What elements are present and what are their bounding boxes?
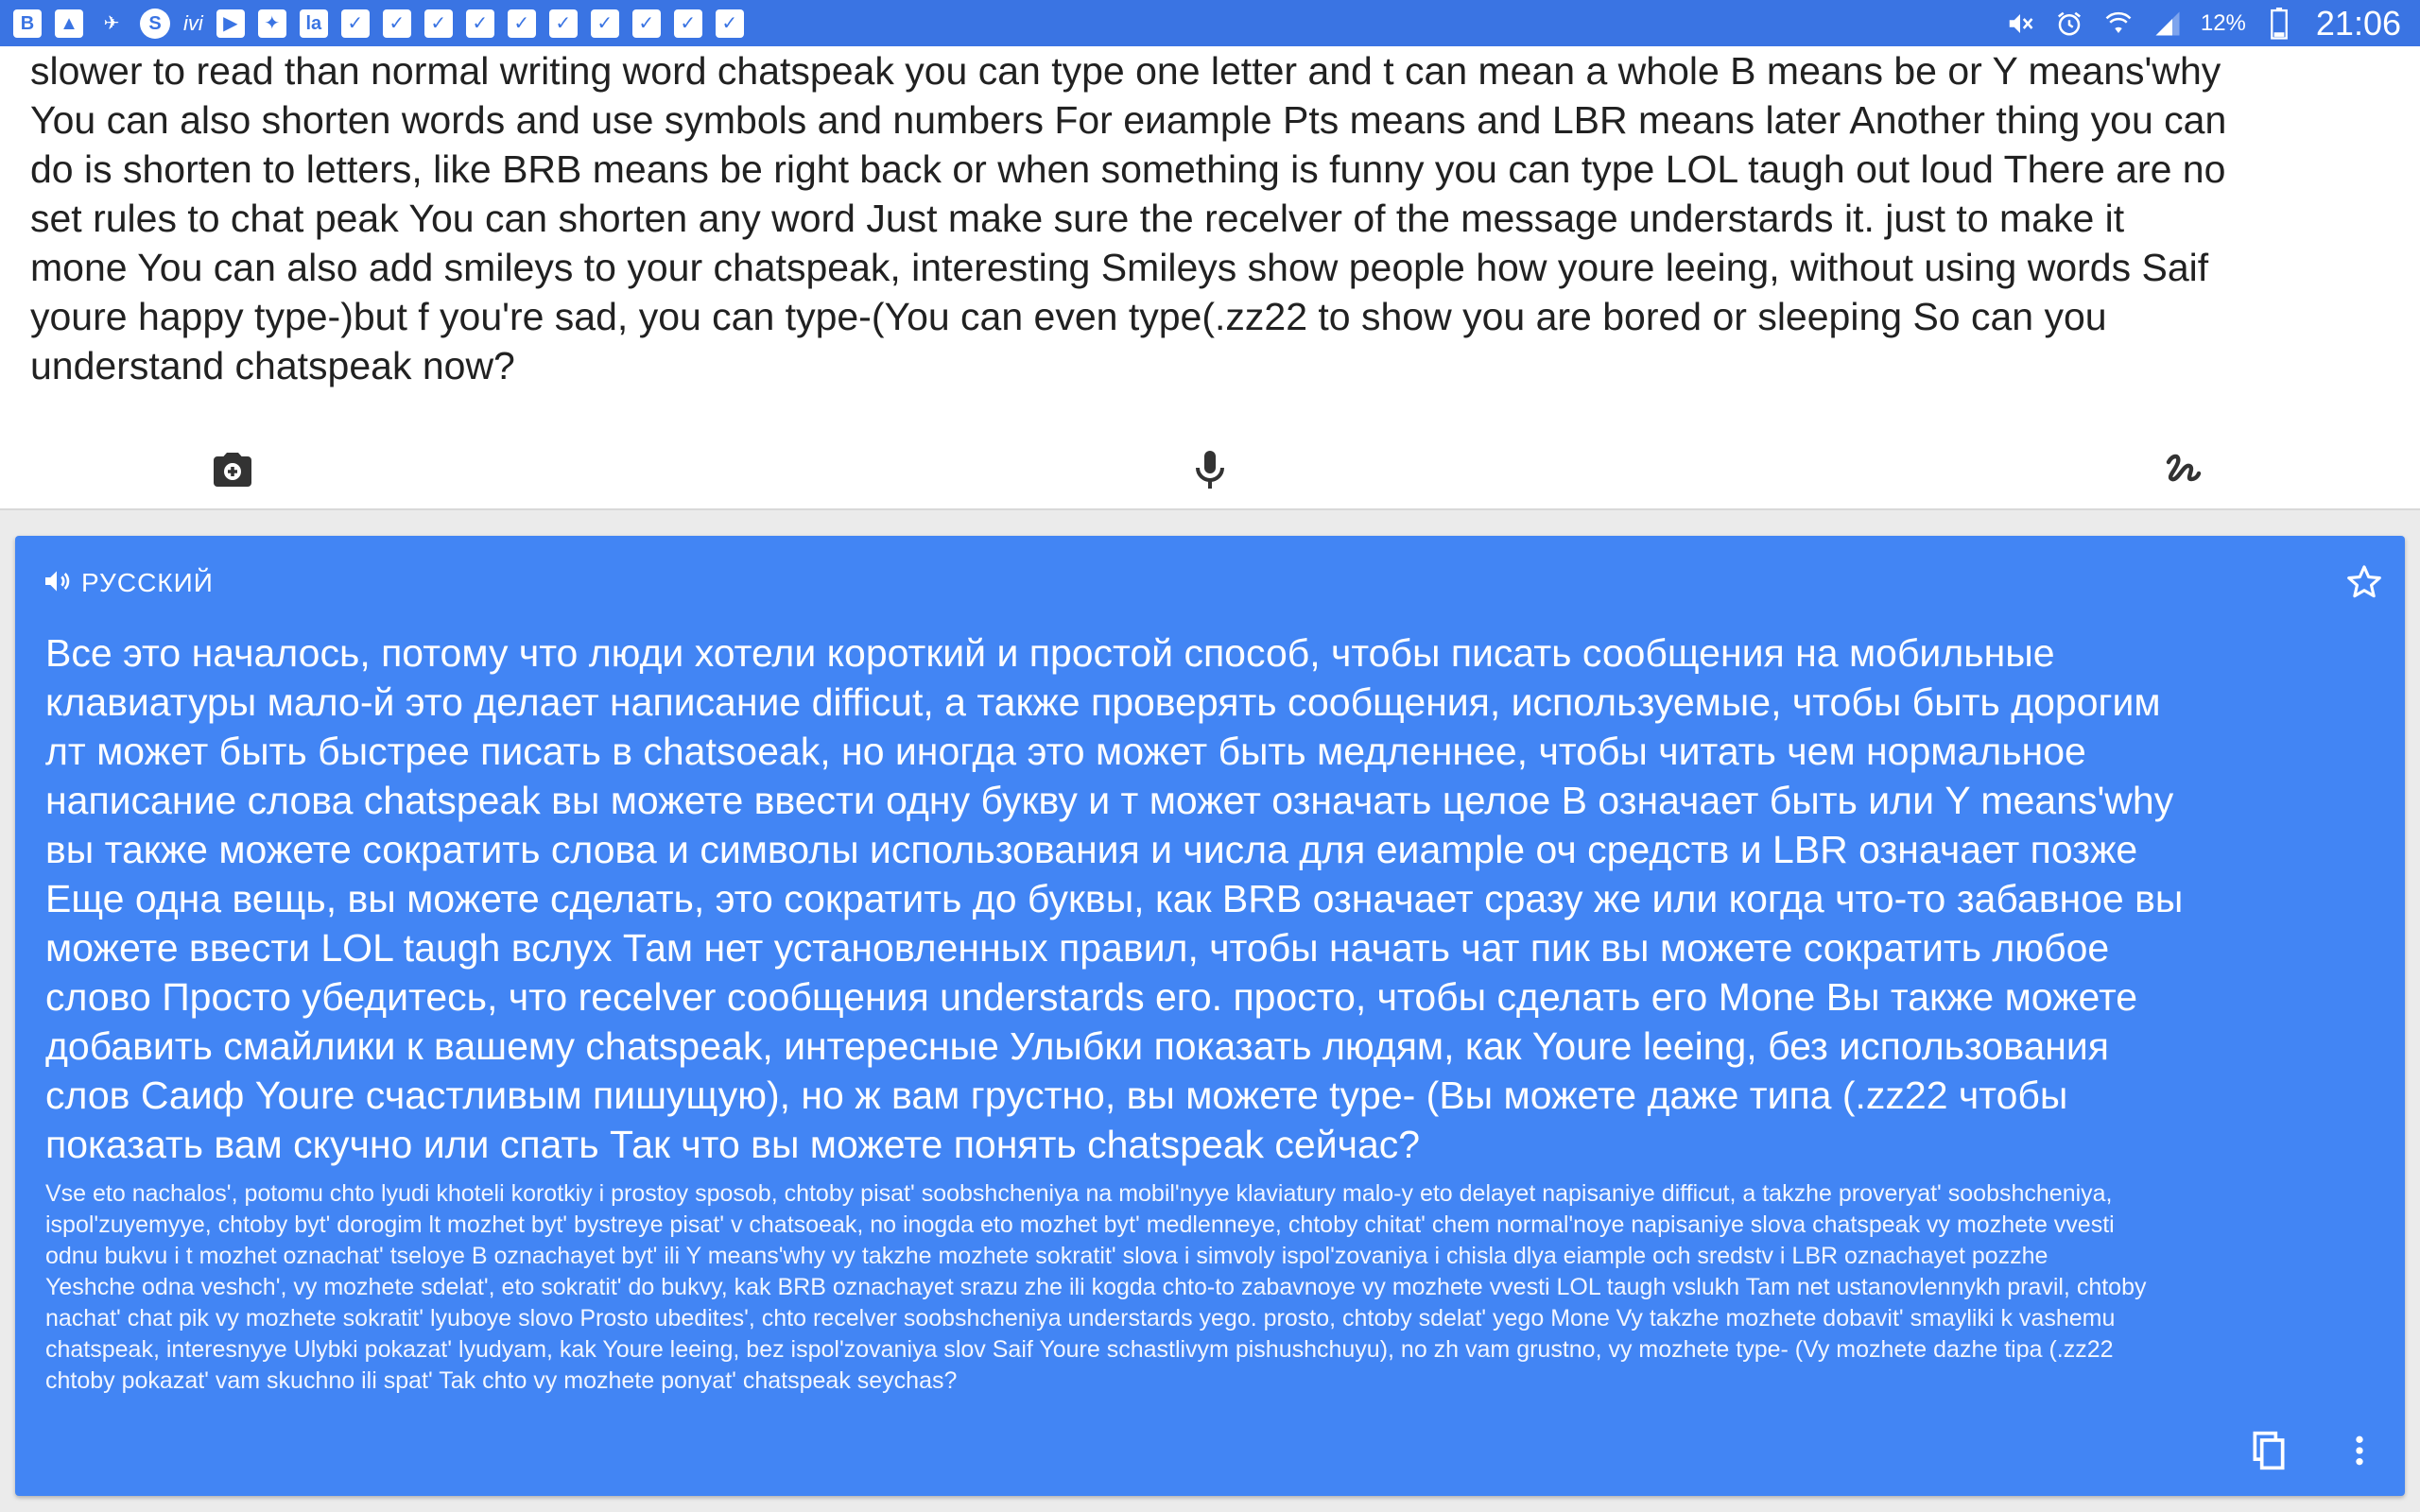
transliteration-text: Vse eto nachalos', potomu chto lyudi khoteli korotkiy i prostoy sposob, chtoby pisat' soobshcheniya na mobil'nyye klaviatury malo-y eto delayet napisaniye difficut, a takzhe proveryat' soobshcheniya, ispol'zuyemyye, chtoby byt' dorogim lt mozhet byt' bystreye pisat' v chatsoeak, no inogda eto mozhet byt' medlenneye, chtoby chitat' chem normal'noye napisaniye slova chatspeak vy mozhete vvesti odnu bukvu i t mozhet oznachat' tseloye B oznachayet byt' ili Y means'why vy takzhe mozhete sokratit' slova i simvoly ispol'zovaniya i chisla dlya eiample och sredstv i LBR oznachayet pozzhe Yeshche odna veshch', vy mozhete sdelat', eto sokratit' do bukvy, kak BRB oznachayet srazu zhe ili kogda chto-to zabavnoye vy mozhete vvesti LOL taugh vslukh Tam net ustanovlennykh pravil, chtoby nachat' chat pik vy mozhete sokratit' lyuboye slovo Prosto ubedites', chto recelver soobshcheniya understards yego. prosto, chtoby sdelat' yego Mone Vy takzhe mozhete dobavit' smayliki k vashemu chatspeak, interesnyye Ulybki pokazat' lyudyam, kak Youre leeing, bez ispol'zovaniya slov Saif Youre schastlivym pishushchuyu), no zh vam grustno, vy mozhete type- (Vy mozhete dazhe tipa (.zz22 chtoby pokazat' vam skuchno ili spat' Tak chto vy mozhete ponyat' chatspeak seychas? [45,1180,2147,1394]
favorite-button[interactable] [2341,558,2388,606]
task-icon: ✓ [632,9,661,38]
camera-button[interactable] [204,441,261,498]
translation-card [15,536,2405,1496]
task-icon: ✓ [591,9,619,38]
gallery-icon: ▲ [55,9,83,38]
status-bar [0,0,2420,46]
target-language-label: РУССКИЙ [81,568,214,597]
task-icon: ✓ [508,9,536,38]
copy-button[interactable] [2242,1424,2295,1477]
source-text[interactable]: slower to read than normal writing word chatspeak you can type one letter and t can mean a whole B means be or Y means'why You can also shorten words and use symbols and numbers For еиample Pts means and LBR means later Another thing you can do is shorten to letters, like BRB means be right back or when something is funny you can type LOL taugh out loud There are no set rules to chat peak You can shorten any word Just make sure the recelver of the message understards it. just to make it mone You can also add smileys to your chatspeak, interesting Smileys show people how youre leeing, without using words Saif youre happy type-)but f you're sad, you can type-(You can even type(.zz22 to show you are bored or sleeping So can you understand chatspeak now? [30,49,2227,387]
wifi-icon [2102,8,2135,40]
b-app-icon: B [13,9,42,38]
plane-icon: ✈ [103,13,120,34]
notification-icons [13,8,744,40]
ivi-icon: ivi [183,11,203,35]
bluesky-icon: ✦ [258,9,286,38]
la-icon: la [300,9,328,38]
star-icon [2344,562,2384,602]
more-vert-icon [2341,1432,2378,1469]
card-actions [2242,1424,2386,1477]
system-icons [2004,0,2401,46]
task-icon: ✓ [674,9,702,38]
handwriting-button[interactable] [2155,441,2212,498]
microphone-button[interactable] [1182,441,1238,498]
task-icon: ✓ [549,9,578,38]
alarm-icon [2053,8,2085,40]
youtube-icon: ▶ [216,9,245,38]
microphone-icon [1187,447,1233,492]
task-icon: ✓ [424,9,453,38]
source-panel [0,46,2420,510]
task-icon: ✓ [716,9,744,38]
mute-icon [2004,8,2036,40]
copy-icon [2248,1430,2290,1471]
translation-text[interactable]: Все это началось, потому что люди хотели короткий и простой способ, чтобы писать сообщения на мобильные клавиатуры мало-й это делает написание difficut, а также проверять сообщения, используемые, чтобы быть дорогим лт может быть быстрее писать в chatsoeak, но иногда это может быть медленнее, чтобы читать чем нормальное написание слова chatspeak вы можете ввести одну букву и т может означать целое B означает быть или Y means'why вы также можете сократить слова и символы использования и числа для еиample оч средств и LBR означает позже Еще одна вещь, вы можете сделать, это сократить до буквы, как BRB означает сразу же или когда что-то забавное вы можете ввести LOL taugh вслух Там нет установленных правил, чтобы начать чат пик вы можете сократить любое слово Просто убедитесь, что recelver сообщения understards его. просто, чтобы сделать его Mone Вы также можете добавить смайлики к вашему chatspeak, интересные Улыбки показать людям, как Youre leeing, без использования слов Саиф Youre счастливым пишущую), но ж вам грустно, вы можете type- (Вы можете даже типа (.zz22 чтобы показать вам скучно или спать Так что вы можете понять chatspeak сейчас? [45,631,2184,1166]
language-header [42,564,214,602]
task-icon: ✓ [383,9,411,38]
battery-icon [2263,8,2295,40]
skype-icon: S [140,9,170,39]
camera-icon [210,447,255,492]
handwriting-icon [2161,447,2206,492]
battery-percent: 12% [2200,9,2246,36]
speaker-icon[interactable] [42,566,72,601]
task-icon: ✓ [341,9,370,38]
clock: 21:06 [2315,3,2401,43]
signal-icon [2152,8,2184,40]
more-options-button[interactable] [2333,1424,2386,1477]
task-icon: ✓ [466,9,494,38]
